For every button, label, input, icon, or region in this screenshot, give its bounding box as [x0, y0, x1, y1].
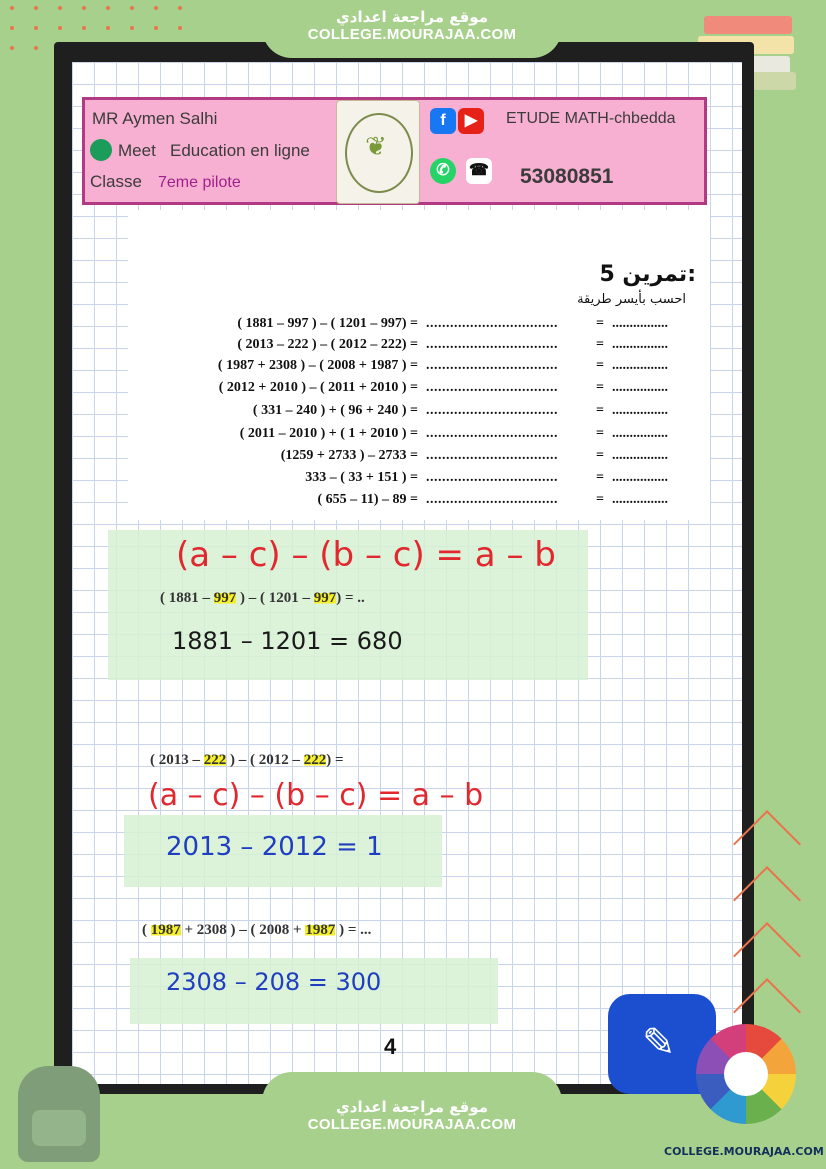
solution-work: 2308 – 208 = 300 [166, 968, 382, 996]
site-name-arabic: موقع مراجعة اعدادي [336, 8, 488, 26]
brand-label[interactable]: COLLEGE.MOURAJAA.COM [664, 1145, 824, 1158]
page-number: 4 [384, 1034, 397, 1059]
site-url[interactable]: COLLEGE.MOURAJAA.COM [307, 1116, 517, 1133]
site-banner-top[interactable] [262, 0, 562, 58]
exercise-line: 333 – ( 33 + 151 ) = ................................. = ................ [305, 470, 668, 485]
school-logo: ❦ [336, 100, 420, 204]
rule-handwritten: (a – c) – (b – c) = a – b [148, 778, 484, 813]
classe-label: Classe [90, 172, 142, 191]
exercise-instruction: احسب بأيسر طريقة [577, 292, 686, 307]
solution-work: 2013 – 2012 = 1 [166, 832, 383, 862]
classe-value: 7eme pilote [158, 174, 241, 191]
pen-icon: ✎ [642, 1021, 676, 1065]
exercise-line: ( 655 – 11) – 89 = ................................. = ................ [317, 492, 668, 507]
site-url[interactable]: COLLEGE.MOURAJAA.COM [307, 26, 517, 43]
exercise-line: ( 1987 + 2308 ) – ( 2008 + 1987 ) = ................................. = ................ [217, 358, 668, 373]
exercise-line: ( 2013 – 222 ) – ( 2012 – 222) = ................................. = ................ [237, 337, 668, 352]
site-banner-bottom[interactable] [262, 1072, 562, 1142]
exercise-line: ( 2012 + 2010 ) – ( 2011 + 2010 ) = ................................. = ................ [218, 380, 668, 395]
solution-expression: ( 1881 – 997 ) – ( 1201 – 997) = .. [160, 590, 365, 606]
etude-label: ETUDE MATH-chbedda [506, 110, 676, 127]
teacher-name: MR Aymen Salhi [92, 109, 218, 128]
education-wheel-icon [696, 1024, 796, 1124]
education-label: Education en ligne [170, 141, 310, 160]
exercise-line: ( 2011 – 2010 ) + ( 1 + 2010 ) = ................................. = ................ [239, 426, 668, 441]
meet-label: Meet [118, 141, 156, 160]
google-meet-icon [90, 139, 112, 161]
rule-handwritten: (a – c) – (b – c) = a – b [176, 535, 556, 575]
exercise-title: تمرين 5: [599, 262, 696, 287]
youtube-icon[interactable]: ▶ [458, 108, 484, 134]
exercise-line: ( 1881 – 997 ) – ( 1201 – 997) = ................................. = ................ [237, 316, 668, 331]
facebook-icon[interactable]: f [430, 108, 456, 134]
exercise-line: (1259 + 2733 ) – 2733 = ................................. = ................ [280, 448, 668, 463]
solution-work: 1881 – 1201 = 680 [172, 627, 403, 655]
backpack-icon [18, 1066, 100, 1162]
site-name-arabic: موقع مراجعة اعدادي [336, 1098, 488, 1116]
phone-number: 53080851 [520, 165, 614, 188]
solution-expression: ( 2013 – 222 ) – ( 2012 – 222) = [150, 752, 344, 768]
solution-expression: ( 1987 + 2308 ) – ( 2008 + 1987 ) = ... [142, 922, 372, 938]
whatsapp-icon[interactable]: ✆ [430, 158, 456, 184]
phone-icon[interactable]: ☎ [466, 158, 492, 184]
exercise-line: ( 331 – 240 ) + ( 96 + 240 ) = ................................. = ................ [252, 403, 668, 418]
